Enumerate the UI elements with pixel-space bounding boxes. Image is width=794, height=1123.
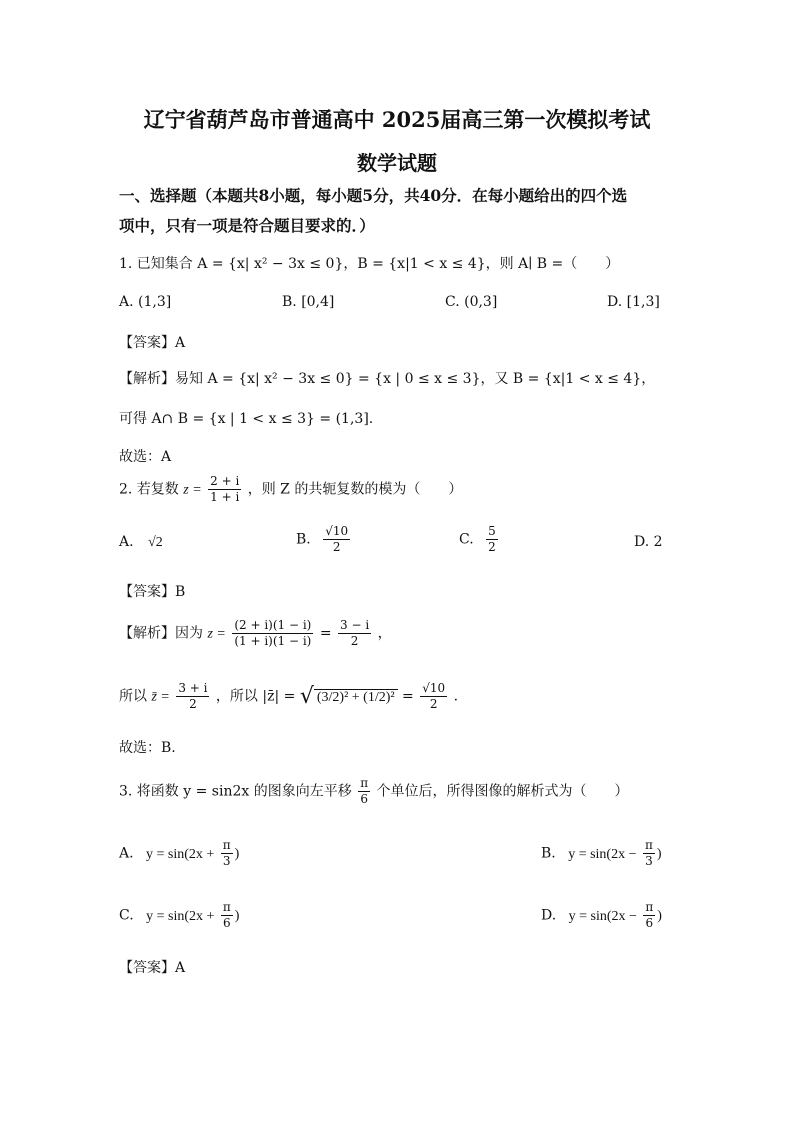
q3-option-d-numerator: π — [645, 900, 654, 914]
q1-analysis-line-2: 可得 A∩ B = {x | 1 < x ≤ 3} = (1,3]. — [119, 411, 374, 427]
q2-option-d: D. 2 — [634, 534, 663, 550]
q2-option-b-denominator: 2 — [332, 540, 341, 554]
q3-option-b-expr: y = sin(2x − — [568, 846, 637, 862]
q2-option-b-label: B. — [296, 531, 311, 548]
q3-option-a-close: ) — [234, 846, 240, 862]
q2-an2-var: z̄ = — [151, 689, 170, 705]
q3-option-b-close: ) — [656, 846, 662, 862]
q3-option-c-close: ) — [234, 908, 240, 924]
q2-an1-numerator-2: 3 − i — [340, 618, 370, 632]
q2-option-c-denominator: 2 — [488, 540, 496, 554]
q3-stem-numerator: π — [360, 776, 369, 790]
q2-option-a — [119, 534, 163, 551]
q3-stem — [119, 776, 629, 807]
q2-stem-denominator: 1 + i — [210, 490, 240, 504]
q1-analysis-line-1: 【解析】易知 A = {x| x² − 3x ≤ 0} = {x | 0 ≤ x ≤ 3}，又 B = {x|1 < x ≤ 4}， — [119, 371, 656, 387]
q3-option-b-numerator: π — [644, 838, 653, 852]
q2-choose: 故选：B. — [119, 740, 176, 756]
q2-option-b-numerator: √10 — [325, 524, 349, 538]
q2-an2-equals: = — [402, 688, 414, 705]
q2-an2-root: (3/2)² + (1/2)² — [314, 689, 398, 705]
q2-an2-fraction — [176, 681, 209, 712]
q2-option-b — [296, 524, 352, 555]
q3-option-b-label: B. — [541, 845, 556, 862]
q3-option-a — [119, 838, 239, 869]
q3-option-c-numerator: π — [222, 900, 231, 914]
q2-an1-denominator-2: 2 — [350, 634, 359, 648]
q1-option-d: D. [1,3] — [607, 294, 660, 310]
q2-an2-mid: ，所以 |z̄| = — [215, 688, 296, 705]
q3-option-d — [541, 900, 662, 931]
q3-option-c-label: C. — [119, 907, 134, 924]
q3-option-d-fraction — [643, 900, 655, 931]
q3-stem-post: 个单位后，所得图像的解析式为（ ） — [376, 783, 629, 800]
q1-option-a: A. (1,3] — [119, 294, 172, 310]
q3-option-d-close: ) — [657, 908, 662, 924]
q2-an1-denominator: (1 + i)(1 − i) — [234, 634, 312, 648]
q2-option-c — [459, 524, 500, 555]
q2-stem-numerator: 2 + i — [210, 474, 240, 488]
q2-an1-pre: 【解析】因为 — [119, 625, 203, 642]
section-heading-line-1: 一、选择题（本题共8小题，每小题5分，共40分．在每小题给出的四个选 — [119, 186, 628, 205]
q1-option-c: C. (0,3] — [445, 294, 498, 310]
q3-answer: 【答案】A — [119, 960, 186, 976]
q2-an2-pre: 所以 — [119, 688, 147, 705]
q2-option-c-numerator: 5 — [488, 524, 496, 538]
q2-stem-var: z = — [183, 482, 202, 498]
q2-option-a-value: √2 — [148, 535, 163, 550]
q3-stem-fraction — [358, 776, 370, 807]
q2-an1-fraction-2 — [338, 618, 371, 649]
q1-answer: 【答案】A — [119, 335, 186, 351]
q3-option-a-numerator: π — [222, 838, 231, 852]
q3-stem-denominator: 6 — [360, 792, 368, 806]
q3-option-c-denominator: 6 — [223, 916, 231, 930]
q2-stem-pre: 2. 若复数 — [119, 481, 179, 498]
q2-an1-equals: = — [319, 625, 332, 642]
q2-stem-fraction — [208, 474, 241, 505]
q2-an2-post: . — [453, 688, 459, 705]
q2-an2-fraction-2 — [420, 681, 447, 712]
q2-an1-numerator: (2 + i)(1 − i) — [234, 618, 312, 632]
q3-option-a-expr: y = sin(2x + — [146, 846, 215, 862]
q3-stem-pre: 3. 将函数 y = sin2x 的图象向左平移 — [119, 783, 352, 800]
q2-analysis-line-2 — [119, 681, 458, 712]
q3-option-d-denominator: 6 — [645, 916, 654, 930]
q3-option-c — [119, 900, 239, 931]
q2-an2-denominator: 2 — [189, 697, 197, 711]
q2-an1-var: z = — [207, 626, 226, 642]
q3-option-c-fraction — [221, 900, 233, 931]
q3-option-a-fraction — [221, 838, 233, 869]
q2-an1-fraction — [232, 618, 313, 649]
q2-stem-post: ，则 Z 的共轭复数的模为（ ） — [247, 481, 463, 498]
q2-an2-numerator: 3 + i — [178, 681, 208, 695]
q2-an2-numerator-2: √10 — [422, 681, 446, 695]
q1-choose: 故选：A — [119, 449, 172, 465]
q3-option-b — [541, 838, 662, 869]
q3-option-c-expr: y = sin(2x + — [146, 908, 215, 924]
q2-option-b-fraction — [323, 524, 350, 555]
q3-option-b-denominator: 3 — [645, 854, 653, 868]
q2-option-c-fraction — [486, 524, 498, 555]
q2-option-c-label: C. — [459, 531, 474, 548]
section-heading-line-2: 项中，只有一项是符合题目要求的．） — [119, 216, 375, 235]
q2-an2-denominator-2: 2 — [429, 697, 438, 711]
q2-option-a-label: A. — [119, 534, 134, 550]
q3-option-b-fraction — [643, 838, 655, 869]
q3-option-d-label: D. — [541, 907, 557, 924]
q3-option-a-denominator: 3 — [222, 854, 231, 868]
sqrt-icon: √ — [299, 684, 314, 709]
q2-answer: 【答案】B — [119, 584, 186, 600]
q1-stem: 1. 已知集合 A = {x| x² − 3x ≤ 0}，B = {x|1 < x ≤ 4}，则 A∣ B =（ ） — [119, 256, 620, 272]
q2-an1-post: ， — [377, 625, 392, 642]
q2-analysis-line-1 — [119, 618, 392, 649]
q3-option-d-expr: y = sin(2x − — [568, 908, 637, 924]
q2-stem — [119, 474, 462, 505]
q1-option-b: B. [0,4] — [282, 294, 335, 310]
document-title: 辽宁省葫芦岛市普通高中 2025届高三第一次模拟考试 — [143, 107, 651, 132]
q3-option-a-label: A. — [119, 845, 134, 862]
document-subtitle: 数学试题 — [357, 151, 437, 175]
